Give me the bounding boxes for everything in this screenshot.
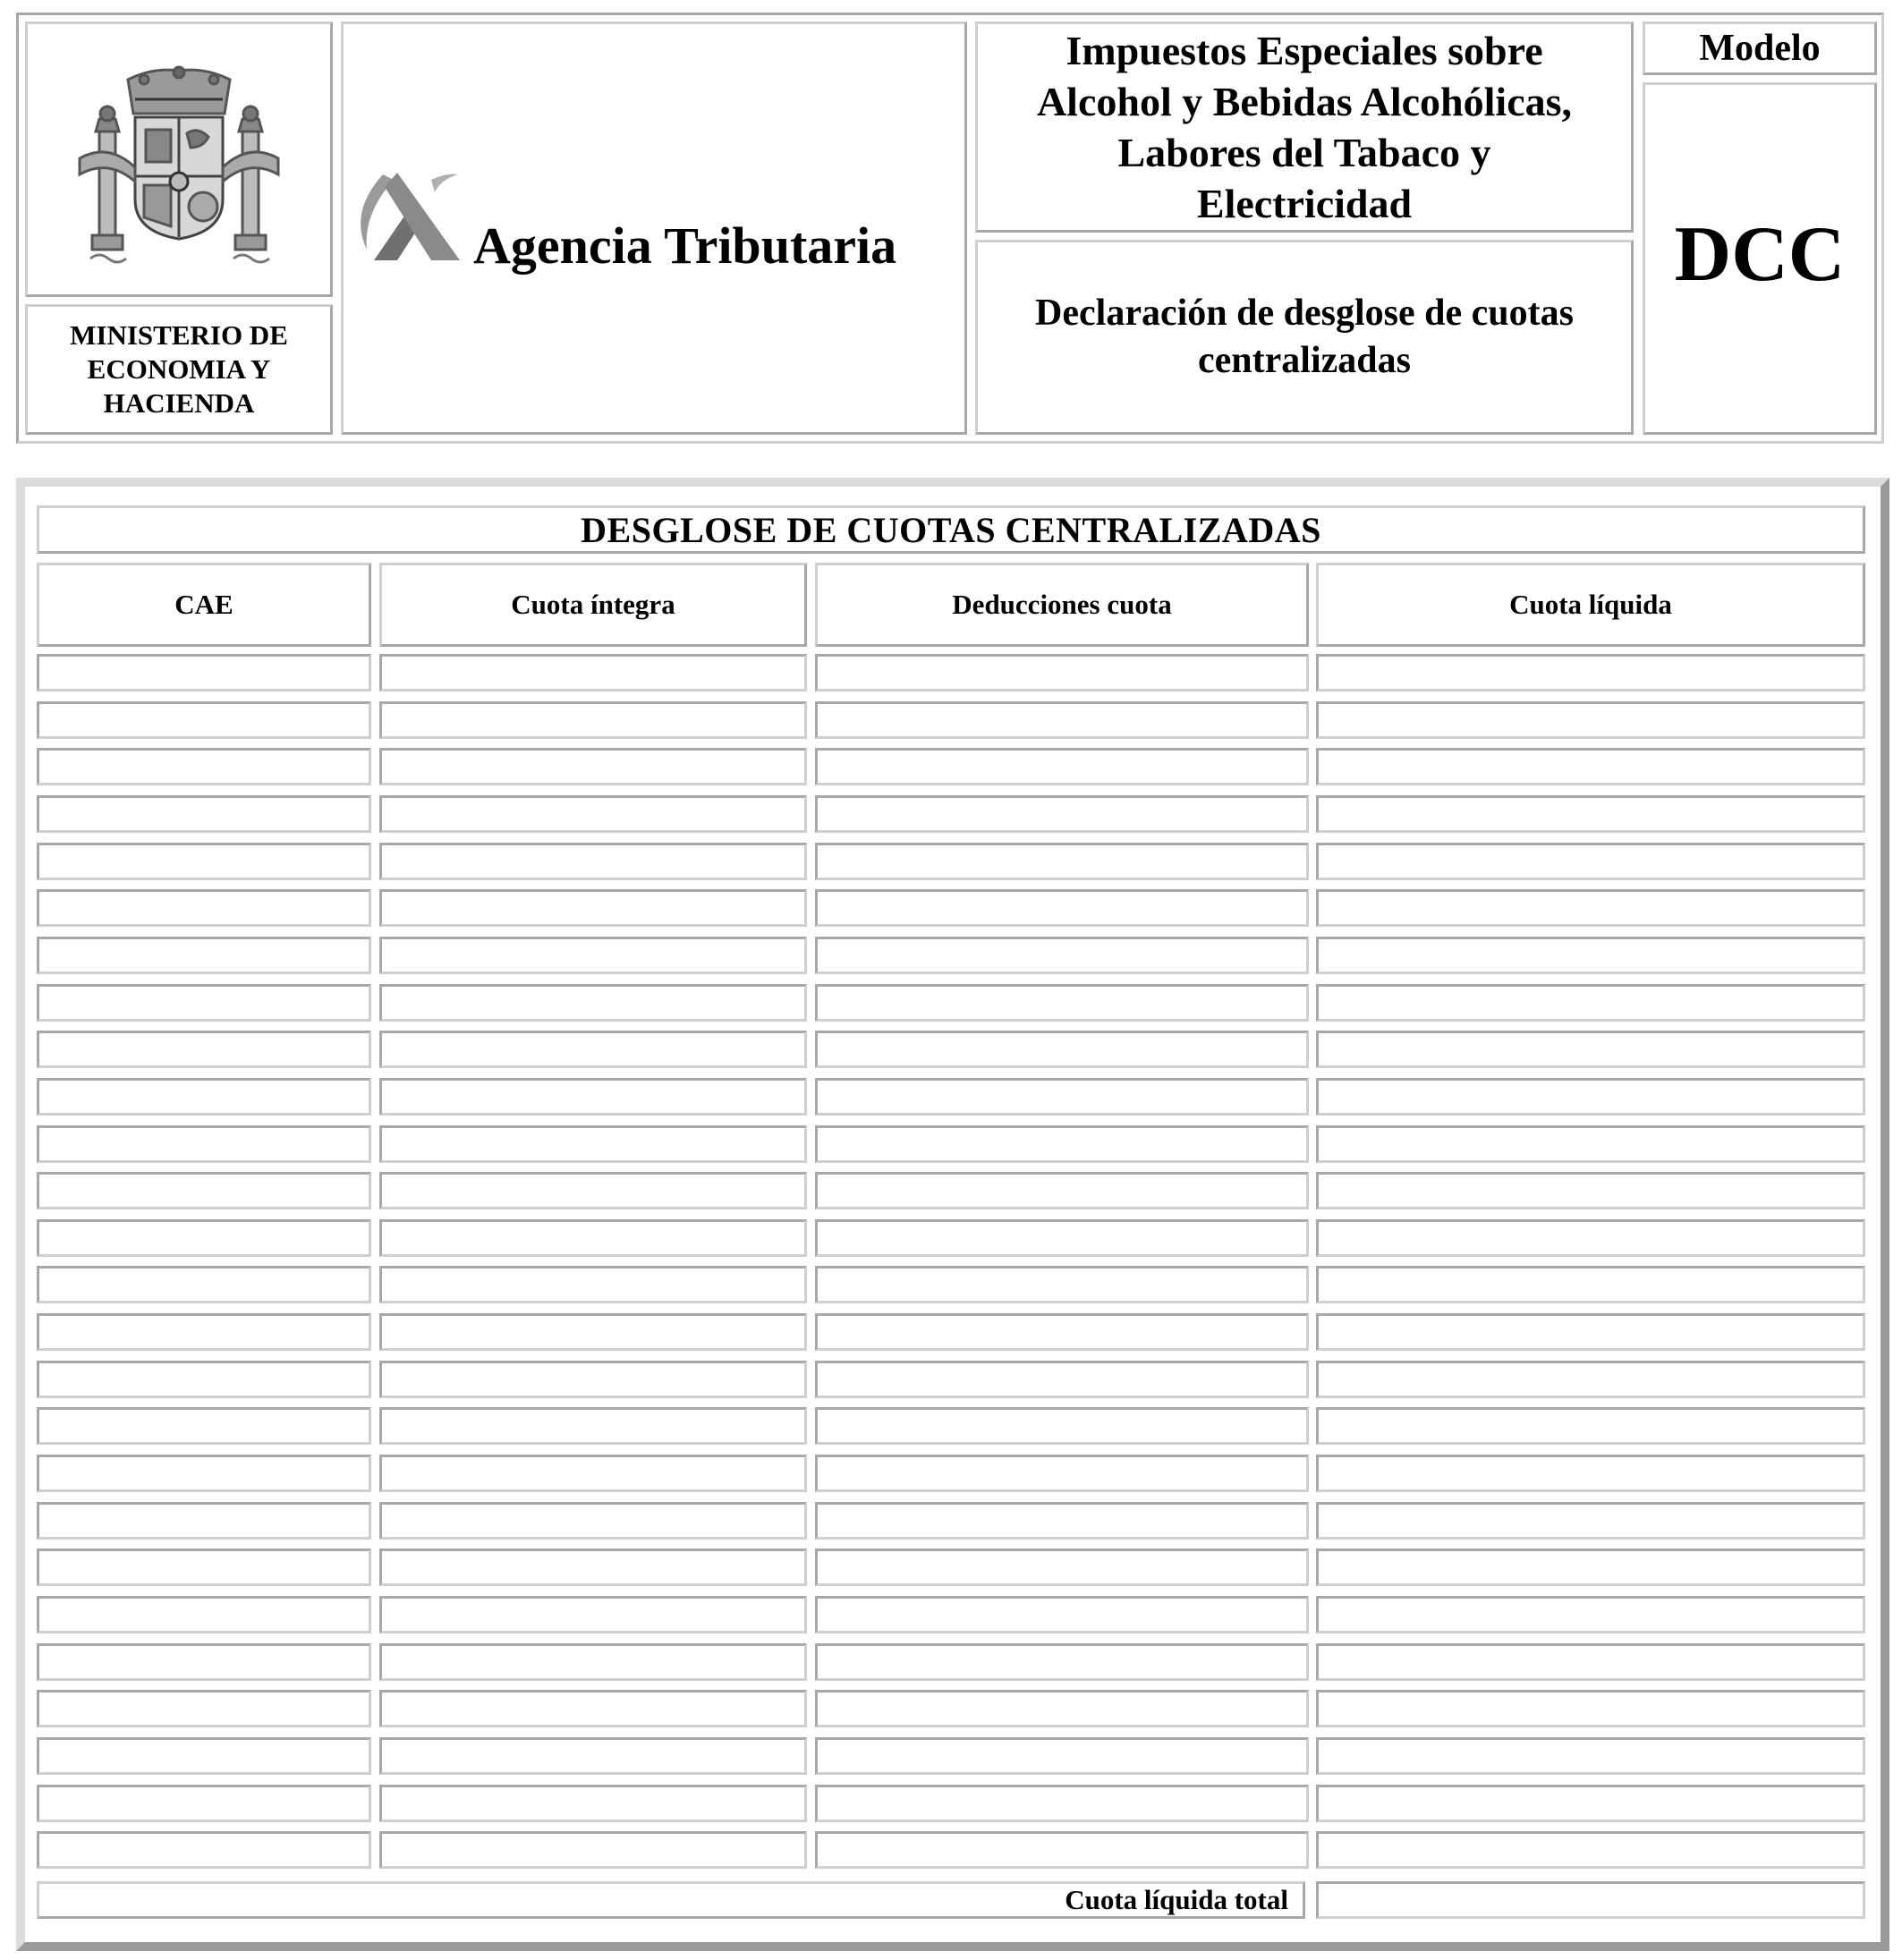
cae-field[interactable]: [37, 889, 371, 927]
deducciones-cuota-field[interactable]: [815, 1690, 1309, 1727]
cuota-integra-field[interactable]: [379, 1078, 807, 1116]
coat-of-arms-cell: [25, 21, 333, 297]
deducciones-cuota-field[interactable]: [815, 1643, 1309, 1681]
column-header-cuota-integra: Cuota íntegra: [379, 563, 807, 647]
cuota-integra-field[interactable]: [379, 1502, 807, 1540]
cae-field[interactable]: [37, 1831, 371, 1869]
cuota-liquida-field[interactable]: [1316, 1172, 1865, 1209]
cae-field[interactable]: [37, 984, 371, 1022]
deducciones-cuota-field[interactable]: [815, 1361, 1309, 1398]
cuota-integra-field[interactable]: [379, 1031, 807, 1068]
deducciones-cuota-field[interactable]: [815, 1502, 1309, 1540]
ministry-line: HACIENDA: [103, 387, 255, 419]
title-line: Alcohol y Bebidas Alcohólicas,: [1036, 79, 1573, 124]
cuota-integra-field[interactable]: [379, 889, 807, 927]
cuota-integra-field[interactable]: [379, 984, 807, 1022]
cae-field[interactable]: [37, 1219, 371, 1257]
cuota-liquida-field[interactable]: [1316, 889, 1865, 927]
modelo-code: DCC: [1643, 82, 1877, 435]
cuota-integra-field[interactable]: [379, 1313, 807, 1351]
cuota-integra-field[interactable]: [379, 843, 807, 880]
deducciones-cuota-field[interactable]: [815, 701, 1309, 739]
total-value-field[interactable]: [1316, 1881, 1865, 1919]
deducciones-cuota-field[interactable]: [815, 1031, 1309, 1068]
column-header-cae: CAE: [37, 563, 371, 647]
cuota-integra-field[interactable]: [379, 1172, 807, 1209]
cuota-integra-field[interactable]: [379, 1785, 807, 1822]
cae-field[interactable]: [37, 1125, 371, 1163]
ministry-name: [25, 304, 333, 435]
title-line: Electricidad: [1196, 181, 1413, 226]
cae-field[interactable]: [37, 1313, 371, 1351]
cae-field[interactable]: [37, 748, 371, 785]
cuota-liquida-field[interactable]: [1316, 1313, 1865, 1351]
deducciones-cuota-field[interactable]: [815, 1172, 1309, 1209]
agency-logo-icon: [358, 167, 465, 266]
cuota-liquida-field[interactable]: [1316, 1548, 1865, 1586]
cae-field[interactable]: [37, 1643, 371, 1681]
cuota-integra-field[interactable]: [379, 701, 807, 739]
subtitle-line: centralizadas: [1198, 340, 1411, 381]
cuota-integra-field[interactable]: [379, 1219, 807, 1257]
cae-field[interactable]: [37, 1690, 371, 1727]
cae-field[interactable]: [37, 795, 371, 833]
cuota-integra-field[interactable]: [379, 1407, 807, 1445]
cuota-integra-field[interactable]: [379, 1596, 807, 1633]
cae-field[interactable]: [37, 1078, 371, 1116]
cuota-integra-field[interactable]: [379, 937, 807, 974]
column-header-cuota-liquida: Cuota líquida: [1316, 563, 1865, 647]
cuota-integra-field[interactable]: [379, 795, 807, 833]
cuota-liquida-field[interactable]: [1316, 1125, 1865, 1163]
ministry-line: MINISTERIO DE: [70, 319, 288, 351]
ministry-line: ECONOMIA Y: [87, 353, 271, 385]
cuota-liquida-field[interactable]: [1316, 1407, 1865, 1445]
deducciones-cuota-field[interactable]: [815, 1785, 1309, 1822]
cuota-integra-field[interactable]: [379, 1548, 807, 1586]
cae-field[interactable]: [37, 1548, 371, 1586]
deducciones-cuota-field[interactable]: [815, 1313, 1309, 1351]
deducciones-cuota-field[interactable]: [815, 843, 1309, 880]
subtitle-line: Declaración de desglose de cuotas: [1035, 293, 1574, 334]
deducciones-cuota-field[interactable]: [815, 1455, 1309, 1492]
title-line: Impuestos Especiales sobre: [1066, 28, 1543, 73]
cuota-liquida-field[interactable]: [1316, 1266, 1865, 1303]
cuota-liquida-field[interactable]: [1316, 701, 1865, 739]
cuota-integra-field[interactable]: [379, 1125, 807, 1163]
section-title: DESGLOSE DE CUOTAS CENTRALIZADAS: [37, 505, 1865, 554]
cuota-integra-field[interactable]: [379, 1455, 807, 1492]
cae-field[interactable]: [37, 1172, 371, 1209]
cuota-integra-field[interactable]: [379, 1361, 807, 1398]
cuota-integra-field[interactable]: [379, 748, 807, 785]
deducciones-cuota-field[interactable]: [815, 1596, 1309, 1633]
deducciones-cuota-field[interactable]: [815, 654, 1309, 692]
cuota-liquida-field[interactable]: [1316, 1596, 1865, 1633]
cuota-liquida-field[interactable]: [1316, 1831, 1865, 1869]
cae-field[interactable]: [37, 701, 371, 739]
cuota-integra-field[interactable]: [379, 1643, 807, 1681]
title-line: Labores del Tabaco y: [1117, 130, 1491, 175]
cuota-liquida-field[interactable]: [1316, 654, 1865, 692]
cuota-liquida-field[interactable]: [1316, 1737, 1865, 1775]
cuota-liquida-field[interactable]: [1316, 1502, 1865, 1540]
cae-field[interactable]: [37, 1455, 371, 1492]
deducciones-cuota-field[interactable]: [815, 748, 1309, 785]
total-label: Cuota líquida total: [37, 1881, 1305, 1919]
cuota-integra-field[interactable]: [379, 1690, 807, 1727]
cae-field[interactable]: [37, 1361, 371, 1398]
column-header-deducciones-cuota: Deducciones cuota: [815, 563, 1309, 647]
coat-of-arms-icon: [28, 24, 330, 294]
cuota-liquida-field[interactable]: [1316, 984, 1865, 1022]
cae-field[interactable]: [37, 937, 371, 974]
deducciones-cuota-field[interactable]: [815, 1266, 1309, 1303]
deducciones-cuota-field[interactable]: [815, 1407, 1309, 1445]
cuota-liquida-field[interactable]: [1316, 748, 1865, 785]
modelo-label: Modelo: [1643, 21, 1877, 75]
deducciones-cuota-field[interactable]: [815, 1737, 1309, 1775]
agency-name: Agencia Tributaria: [473, 216, 897, 275]
deducciones-cuota-field[interactable]: [815, 937, 1309, 974]
declaration-subtitle: [975, 240, 1634, 435]
tax-title: [975, 21, 1634, 233]
cuota-liquida-field[interactable]: [1316, 1455, 1865, 1492]
cuota-liquida-field[interactable]: [1316, 795, 1865, 833]
deducciones-cuota-field[interactable]: [815, 984, 1309, 1022]
cae-field[interactable]: [37, 1737, 371, 1775]
form-frame: [16, 478, 1889, 1951]
cuota-liquida-field[interactable]: [1316, 937, 1865, 974]
cae-field[interactable]: [37, 654, 371, 692]
deducciones-cuota-field[interactable]: [815, 1831, 1309, 1869]
deducciones-cuota-field[interactable]: [815, 889, 1309, 927]
deducciones-cuota-field[interactable]: [815, 1219, 1309, 1257]
deducciones-cuota-field[interactable]: [815, 1125, 1309, 1163]
cuota-liquida-field[interactable]: [1316, 1031, 1865, 1068]
cuota-liquida-field[interactable]: [1316, 843, 1865, 880]
cuota-integra-field[interactable]: [379, 1737, 807, 1775]
cuota-liquida-field[interactable]: [1316, 1690, 1865, 1727]
agency-cell: [341, 21, 967, 435]
cuota-integra-field[interactable]: [379, 654, 807, 692]
deducciones-cuota-field[interactable]: [815, 1078, 1309, 1116]
cuota-liquida-field[interactable]: [1316, 1219, 1865, 1257]
deducciones-cuota-field[interactable]: [815, 1548, 1309, 1586]
cae-field[interactable]: [37, 1266, 371, 1303]
cuota-integra-field[interactable]: [379, 1266, 807, 1303]
cae-field[interactable]: [37, 1596, 371, 1633]
cuota-liquida-field[interactable]: [1316, 1361, 1865, 1398]
deducciones-cuota-field[interactable]: [815, 795, 1309, 833]
cae-field[interactable]: [37, 1502, 371, 1540]
cae-field[interactable]: [37, 1407, 371, 1445]
cae-field[interactable]: [37, 843, 371, 880]
cae-field[interactable]: [37, 1031, 371, 1068]
cuota-liquida-field[interactable]: [1316, 1078, 1865, 1116]
cuota-integra-field[interactable]: [379, 1831, 807, 1869]
cae-field[interactable]: [37, 1785, 371, 1822]
cuota-liquida-field[interactable]: [1316, 1785, 1865, 1822]
cuota-liquida-field[interactable]: [1316, 1643, 1865, 1681]
